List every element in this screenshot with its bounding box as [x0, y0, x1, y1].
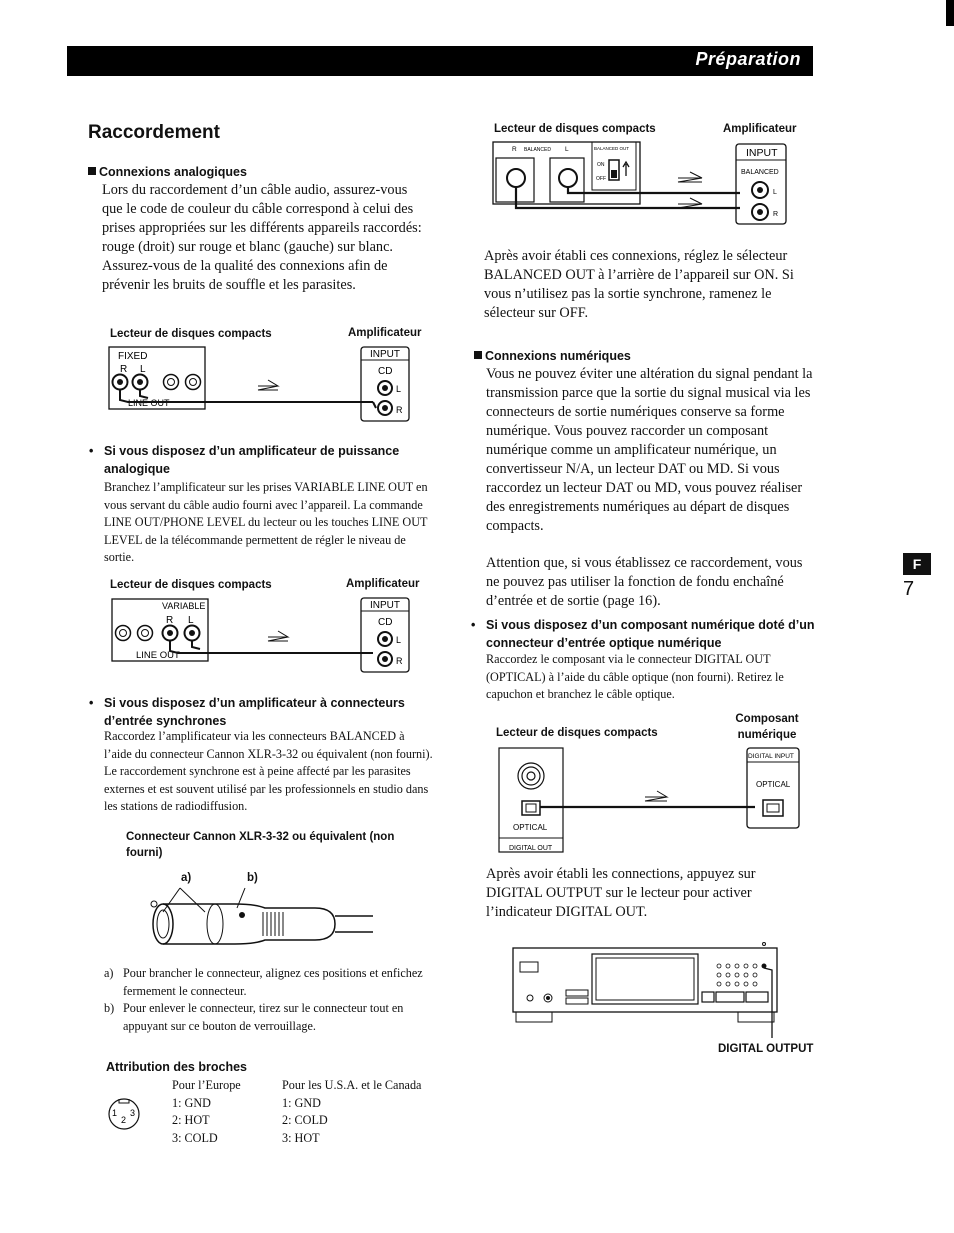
svg-text:3: 3 — [130, 1108, 136, 1118]
analog-text: Lors du raccordement d’un câble audio, assurez-vous que le code de couleur du câble correspond à celui des prises appropriées sur les différents appareils raccordés: rouge (droit) sur rouge et blanc (gauche) sur blanc. Assurez-vous de la qualité des connexions afin de prévenir les bruits de souffle et les parasites. — [102, 182, 422, 293]
fig3-left-caption: Lecteur de disques compacts — [494, 123, 656, 135]
xlr-label-a: a) — [181, 872, 192, 884]
svg-text:LINE OUT: LINE OUT — [128, 398, 170, 408]
fig3-balanced-diagram — [490, 138, 800, 228]
note-b-text: Pour enlever le connecteur, tirez sur le connecteur tout en appuyant sur ce bouton de verrouillage. — [123, 1001, 404, 1033]
pins-usa-header: Pour les U.S.A. et le Canada — [282, 1078, 422, 1092]
digital-output-label: DIGITAL OUTPUT — [718, 1043, 814, 1055]
section-title: Préparation — [695, 49, 801, 69]
note-a-label: a) — [104, 966, 114, 980]
svg-text:L: L — [396, 384, 402, 394]
svg-text:BALANCED OUT: BALANCED OUT — [594, 146, 630, 151]
svg-text:LINE OUT: LINE OUT — [136, 650, 180, 661]
svg-text:1: 1 — [112, 1108, 118, 1118]
svg-text:INPUT: INPUT — [370, 600, 400, 611]
svg-text:OFF: OFF — [596, 176, 606, 182]
svg-text:R: R — [512, 146, 517, 153]
svg-text:R: R — [166, 615, 174, 626]
digital-text-2: Attention que, si vous établissez ce raccordement, vous ne pouvez pas utiliser la fonction de fondu enchaîné d’entrée et de sortie (page 16). — [486, 555, 803, 609]
svg-text:CD: CD — [378, 366, 393, 377]
xlr-connector-illustration — [145, 884, 375, 950]
fig4-right-caption: Composant numérique — [735, 713, 799, 741]
analog-heading: Connexions analogiques — [88, 165, 247, 179]
xlr-caption: Connecteur Cannon XLR-3-32 ou équivalent (non fourni) — [126, 831, 395, 859]
svg-text:L: L — [188, 615, 194, 626]
svg-text:CD: CD — [378, 617, 393, 628]
page-number: 7 — [903, 578, 915, 600]
svg-text:R: R — [396, 405, 403, 415]
bullet3-heading: • Si vous disposez d’un composant numérique doté d’un connecteur d’entrée optique numérique — [471, 618, 815, 650]
svg-text:L: L — [396, 635, 402, 645]
svg-text:R: R — [120, 364, 128, 375]
fig3-right-caption: Amplificateur — [723, 123, 797, 135]
fig2-right-caption: Amplificateur — [346, 578, 420, 590]
pin-usa-2: 2: COLD — [282, 1113, 328, 1127]
svg-text:FIXED: FIXED — [118, 351, 148, 362]
fig1-left-caption: Lecteur de disques compacts — [110, 328, 272, 340]
page-title: Raccordement — [88, 122, 220, 143]
pins-europe-header: Pour l’Europe — [172, 1078, 241, 1092]
pin-europe-1: 1: GND — [172, 1096, 211, 1110]
svg-text:INPUT: INPUT — [370, 349, 400, 360]
pin-europe-2: 2: HOT — [172, 1113, 210, 1127]
svg-text:OPTICAL: OPTICAL — [756, 780, 791, 789]
digital-output-text: Après avoir établi les connections, appuyez sur DIGITAL OUTPUT sur le lecteur pour activer l’indicateur DIGITAL OUT. — [486, 866, 756, 920]
bullet2-heading: • Si vous disposez d’un amplificateur à connecteurs d’entrée synchrones — [89, 696, 405, 728]
svg-text:R: R — [396, 656, 403, 666]
svg-text:ON: ON — [597, 162, 605, 168]
svg-text:L: L — [565, 146, 569, 153]
fig4-optical-diagram — [495, 744, 805, 858]
svg-text:BALANCED: BALANCED — [741, 169, 779, 176]
svg-text:INPUT: INPUT — [746, 147, 778, 159]
pin-layout-icon — [106, 1096, 142, 1132]
bullet3-text: Raccordez le composant via le connecteur DIGITAL OUT (OPTICAL) à l’aide du câble optique (non fourni). Retirez le capuchon et branchez le câble optique. — [486, 652, 784, 701]
xlr-label-b: b) — [247, 872, 258, 884]
bullet1-text: Branchez l’amplificateur sur les prises VARIABLE LINE OUT en vous servant du câble audio fourni avec l’appareil. La commande LINE OUT/PHONE LEVEL du lecteur ou les touches LINE OUT LEVEL de la télécommande permettent de régler le niveau de sortie. — [104, 480, 428, 564]
pin-europe-3: 3: COLD — [172, 1131, 218, 1145]
svg-text:VARIABLE: VARIABLE — [162, 601, 206, 611]
svg-text:R: R — [773, 211, 779, 218]
cd-player-front-panel — [510, 940, 780, 1040]
svg-text:L: L — [773, 189, 777, 196]
fig4-left-caption: Lecteur de disques compacts — [496, 727, 658, 739]
fig2-variable-diagram — [108, 593, 414, 675]
pin-usa-3: 3: HOT — [282, 1131, 320, 1145]
svg-text:2: 2 — [121, 1115, 127, 1125]
fig1-right-caption: Amplificateur — [348, 327, 422, 339]
svg-text:DIGITAL OUT: DIGITAL OUT — [509, 845, 553, 852]
page-edge-mark — [946, 0, 954, 26]
language-tab: F — [903, 553, 931, 575]
pin-usa-1: 1: GND — [282, 1096, 321, 1110]
svg-text:OPTICAL: OPTICAL — [513, 823, 548, 832]
note-b-label: b) — [104, 1001, 115, 1015]
svg-text:BALANCED: BALANCED — [524, 147, 551, 153]
note-a-text: Pour brancher le connecteur, alignez ces positions et enfichez fermement le connecteur. — [123, 966, 423, 998]
fig2-left-caption: Lecteur de disques compacts — [110, 579, 272, 591]
pins-heading: Attribution des broches — [106, 1060, 247, 1074]
fig1-analog-diagram — [108, 342, 414, 424]
bullet1-heading: • Si vous disposez d’un amplificateur de puissance analogique — [89, 444, 400, 476]
balanced-text: Après avoir établi ces connexions, réglez le sélecteur BALANCED OUT à l’arrière de l’appareil sur ON. Si vous n’utilisez pas la sortie synchrone, ramenez le sélecteur sur OFF. — [484, 248, 794, 321]
bullet2-text: Raccordez l’amplificateur via les connecteurs BALANCED à l’aide du connecteur Cannon XLR-3-32 ou équivalent (non fourni). Le raccordement synchrone est à peine affecté par les parasites externes et est souvent utilisé par les professionnels en studio dans les stations de radiodiffusion. — [104, 729, 433, 813]
digital-text-1: Vous ne pouvez éviter une altération du signal pendant la transmission parce que la sortie du signal musical via les connecteurs de sortie numériques conserve sa forme numérique. Vous pouvez raccorder un composant numérique comme un amplificateur numérique, un convertisseur N/A, un lecteur DAT ou MD. Si vous raccordez un lecteur DAT ou MD, vous pouvez réaliser des enregistrements numériques au départ de disques compacts. — [486, 366, 813, 534]
svg-text:L: L — [140, 364, 146, 375]
svg-text:DIGITAL INPUT: DIGITAL INPUT — [748, 753, 794, 760]
digital-heading: Connexions numériques — [474, 349, 631, 363]
section-header-bar — [67, 46, 813, 76]
